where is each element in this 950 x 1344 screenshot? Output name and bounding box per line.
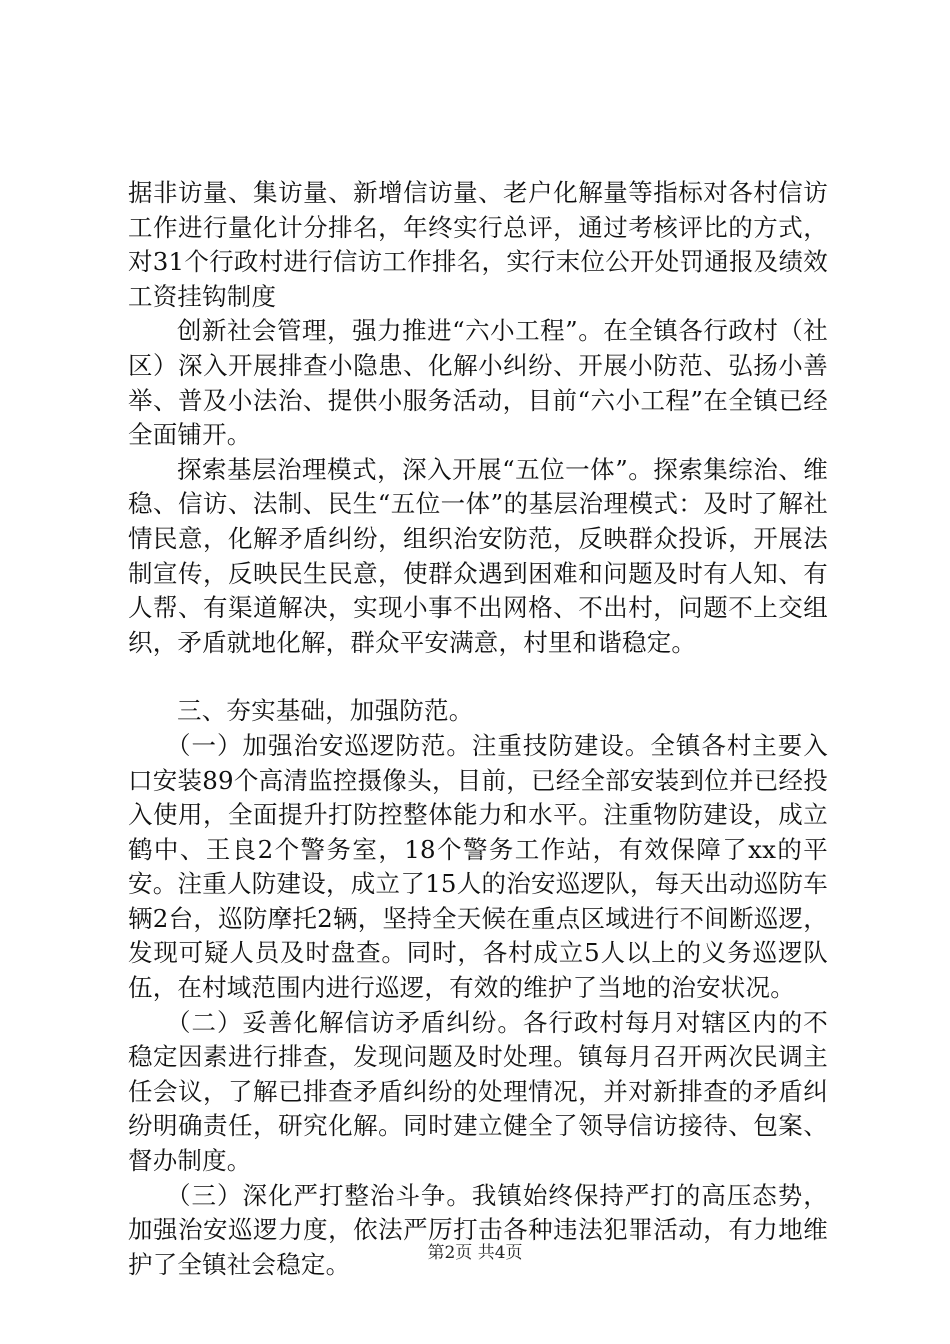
paragraph-six-small-projects: 创新社会管理，强力推进“六小工程”。在全镇各行政村（社区）深入开展排查小隐患、化解小纠纷、开展小防范、弘扬小善举、普及小法治、提供小服务活动，目前“六小工程”在全镇已经全面铺开。	[128, 316, 828, 450]
paragraph-five-in-one: 探索基层治理模式，深入开展“五位一体”。探索集综治、维稳、信访、法制、民生“五位一体”的基层治理模式：及时了解社情民意，化解矛盾纠纷，组织治安防范，反映群众投诉，开展法制宣传，反映民生民意，使群众遇到困难和问题及时有人知、有人帮、有渠道解决，实现小事不出网格、不出村，问题不上交组织，矛盾就地化解，群众平安满意，村里和谐稳定。	[128, 454, 828, 657]
section-heading-three: 三、夯实基础，加强防范。	[177, 696, 474, 726]
paragraph-crackdown: （三）深化严打整治斗争。我镇始终保持严打的高压态势，加强治安巡逻力度，依法严厉打击各种违法犯罪活动，有力地维护了全镇社会稳定。	[128, 1180, 828, 1279]
document-body	[128, 176, 828, 1282]
paragraph-patrol-prevention: （一）加强治安巡逻防范。注重技防建设。全镇各村主要入口安装89个高清监控摄像头，目前，已经全部安装到位并已经投入使用，全面提升打防控整体能力和水平。注重物防建设，成立鹤中、王良2个警务室，18个警务工作站，有效保障了xx的平安。注重人防建设，成立了15人的治安巡逻队，每天出动巡防车辆2台，巡防摩托2辆，坚持全天候在重点区域进行不间断巡逻，发现可疑人员及时盘查。同时，各村成立5人以上的义务巡逻队伍，在村域范围内进行巡逻，有效的维护了当地的治安状况。	[128, 730, 828, 1003]
paragraph-petition-disputes: （二）妥善化解信访矛盾纠纷。各行政村每月对辖区内的不稳定因素进行排查，发现问题及时处理。镇每月召开两次民调主任会议，了解已排查矛盾纠纷的处理情况，并对新排查的矛盾纠纷明确责任，研究化解。同时建立健全了领导信访接待、包案、督办制度。	[128, 1007, 828, 1176]
paragraph-continued: 据非访量、集访量、新增信访量、老户化解量等指标对各村信访工作进行量化计分排名，年终实行总评，通过考核评比的方式，对31个行政村进行信访工作排名，实行末位公开处罚通报及绩效工资挂钩制度	[128, 178, 828, 311]
page-footer: 第2页 共4页	[427, 1243, 523, 1263]
